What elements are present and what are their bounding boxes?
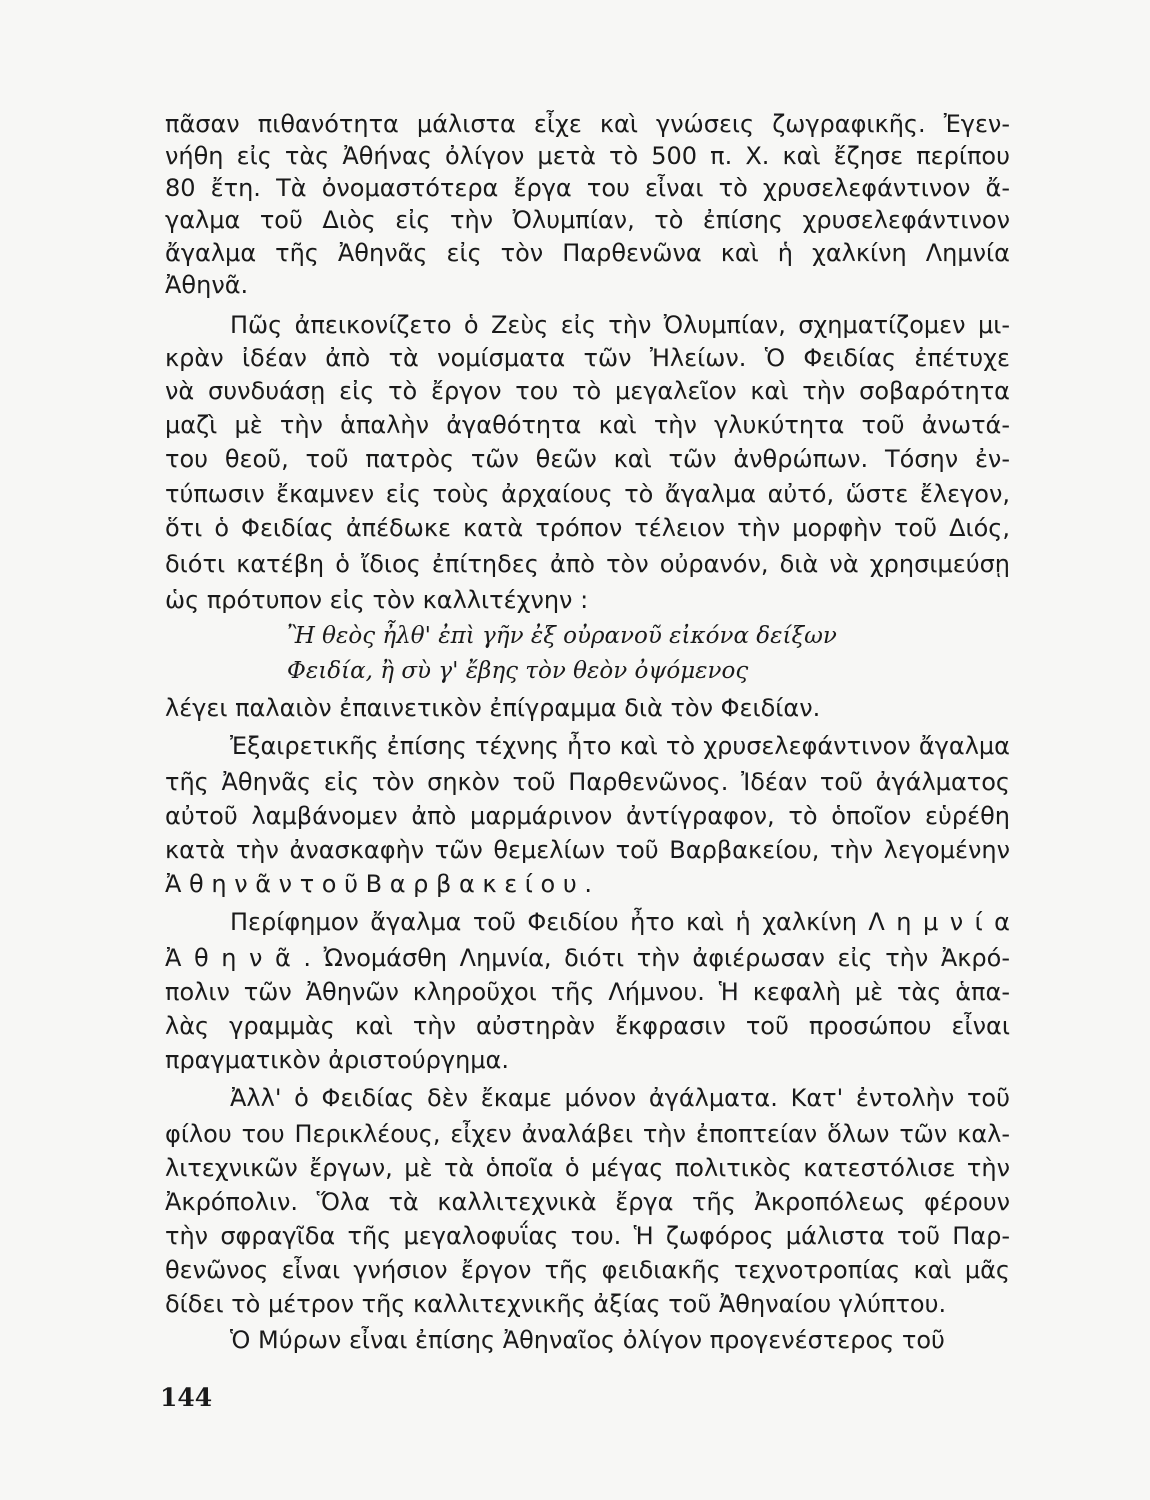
text-line: φίλου του Περικλέους, εἶχεν ἀναλάβει τὴν ἐποπτείαν ὅλων τῶν καλ- [165, 1120, 1010, 1148]
text-line: τὴν σφραγῖδα τῆς μεγαλοφυΐας του. Ἡ ζωφόρος μάλιστα τοῦ Παρ- [165, 1222, 1010, 1250]
text-line: θενῶνος εἶναι γνήσιον ἔργον τῆς φειδιακῆς τεχνοτροπίας καὶ μᾶς [165, 1256, 1010, 1284]
text-line: τύπωσιν ἔκαμνεν εἰς τοὺς ἀρχαίους τὸ ἄγαλμα αὐτό, ὥστε ἔλεγον, [165, 480, 1010, 508]
text-line: τῆς Ἀθηνᾶς εἰς τὸν σηκὸν τοῦ Παρθενῶνος. Ἰδέαν τοῦ ἀγάλματος [165, 768, 1010, 796]
text-line: Ἐξαιρετικῆς ἐπίσης τέχνης ἦτο καὶ τὸ χρυσελεφάντινον ἄγαλμα [230, 732, 1010, 760]
text-line: Ἀλλ' ὁ Φειδίας δὲν ἔκαμε μόνον ἀγάλματα. Κατ' ἐντολὴν τοῦ [230, 1084, 1010, 1112]
text-line: του θεοῦ, τοῦ πατρὸς τῶν θεῶν καὶ τῶν ἀνθρώπων. Τόσην ἐν- [165, 445, 1010, 473]
text-line: λιτεχνικῶν ἔργων, μὲ τὰ ὁποῖα ὁ μέγας πολιτικὸς κατεστόλισε τὴν [165, 1154, 1010, 1182]
text-line: δίδει τὸ μέτρον τῆς καλλιτεχνικῆς ἀξίας τοῦ Ἀθηναίου γλύπτου. [165, 1290, 947, 1318]
epigram-line: Φειδία, ἢ σὺ γ' ἔβης τὸν θεὸν ὀψόμενος [287, 658, 749, 684]
text-line: Ἀκρόπολιν. Ὅλα τὰ καλλιτεχνικὰ ἔργα τῆς Ἀκροπόλεως φέρουν [165, 1188, 1010, 1216]
text-line: Περίφημον ἄγαλμα τοῦ Φειδίου ἦτο καὶ ἡ χαλκίνη Λ η μ ν ί α [230, 908, 1010, 936]
text-line: αὐτοῦ λαμβάνομεν ἀπὸ μαρμάρινον ἀντίγραφον, τὸ ὁποῖον εὑρέθη [165, 802, 1010, 830]
epigram-line: Ἢ θεὸς ἦλθ' ἐπὶ γῆν ἐξ οὐρανοῦ εἰκόνα δείξων [287, 623, 837, 649]
text-line: λέγει παλαιὸν ἐπαινετικὸν ἐπίγραμμα διὰ τὸν Φειδίαν. [165, 694, 821, 722]
text-line: ὅτι ὁ Φειδίας ἀπέδωκε κατὰ τρόπον τέλειον τὴν μορφὴν τοῦ Διός, [165, 514, 1010, 542]
text-line: νήθη εἰς τὰς Ἀθήνας ὀλίγον μετὰ τὸ 500 π. Χ. καὶ ἔζησε περίπου [165, 142, 1010, 170]
text-line: Ἀθηνᾶ. [165, 271, 249, 299]
text-line: κατὰ τὴν ἀνασκαφὴν τῶν θεμελίων τοῦ Βαρβακείου, τὴν λεγομένην [165, 836, 1010, 864]
text-line: νὰ συνδυάσῃ εἰς τὸ ἔργον του τὸ μεγαλεῖον καὶ τὴν σοβαρότητα [165, 377, 1010, 405]
text-line: ὡς πρότυπον εἰς τὸν καλλιτέχνην : [165, 586, 589, 614]
text-line: ἄγαλμα τῆς Ἀθηνᾶς εἰς τὸν Παρθενῶνα καὶ ἡ χαλκίνη Λημνία [165, 239, 1010, 267]
text-line: 80 ἔτη. Τὰ ὀνομαστότερα ἔργα του εἶναι τὸ χρυσελεφάντινον ἄ- [165, 174, 1010, 202]
text-line: Ὁ Μύρων εἶναι ἐπίσης Ἀθηναῖος ὀλίγον προγενέστερος τοῦ [230, 1326, 945, 1354]
text-line: μαζὶ μὲ τὴν ἁπαλὴν ἀγαθότητα καὶ τὴν γλυκύτητα τοῦ ἀνωτά- [165, 411, 1010, 439]
text-line: Ἀ θ η ν ᾶ . Ὠνομάσθη Λημνία, διότι τὴν ἀφιέρωσαν εἰς τὴν Ἀκρό- [165, 944, 1010, 972]
page-number: 144 [160, 1383, 213, 1412]
text-line: κρὰν ἰδέαν ἀπὸ τὰ νομίσματα τῶν Ἠλείων. Ὁ Φειδίας ἐπέτυχε [165, 344, 1010, 372]
text-line: Ἀ θ η ν ᾶ ν τ ο ῦ Β α ρ β α κ ε ί ο υ . [165, 870, 593, 898]
text-line: πραγματικὸν ἀριστούργημα. [165, 1046, 510, 1074]
text-line: διότι κατέβη ὁ ἴδιος ἐπίτηδες ἀπὸ τὸν οὐρανόν, διὰ νὰ χρησιμεύσῃ [165, 550, 1010, 578]
text-line: πᾶσαν πιθανότητα μάλιστα εἶχε καὶ γνώσεις ζωγραφικῆς. Ἐγεν- [165, 110, 1010, 138]
text-line: λὰς γραμμὰς καὶ τὴν αὐστηρὰν ἔκφρασιν τοῦ προσώπου εἶναι [165, 1012, 1010, 1040]
text-line: γαλμα τοῦ Διὸς εἰς τὴν Ὀλυμπίαν, τὸ ἐπίσης χρυσελεφάντινον [165, 206, 1010, 234]
text-line: Πῶς ἀπεικονίζετο ὁ Ζεὺς εἰς τὴν Ὀλυμπίαν, σχηματίζομεν μι- [230, 311, 1010, 339]
text-line: πολιν τῶν Ἀθηνῶν κληροῦχοι τῆς Λήμνου. Ἡ κεφαλὴ μὲ τὰς ἁπα- [165, 978, 1010, 1006]
